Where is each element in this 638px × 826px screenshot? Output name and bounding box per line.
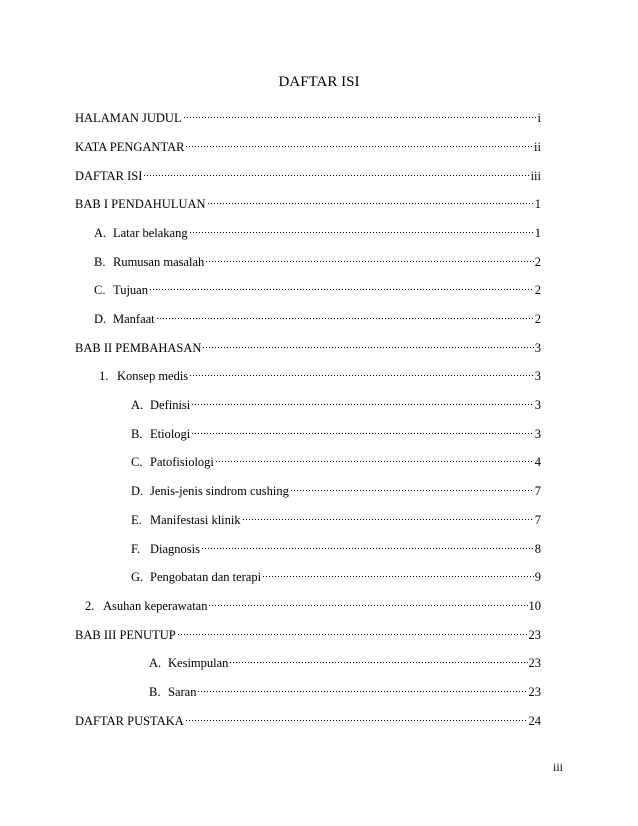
dot-leader [189,373,534,377]
toc-entry-label: Konsep medis [117,369,189,383]
toc-entry-label: DAFTAR ISI [75,169,143,183]
toc-entry-label: Rumusan masalah [113,255,205,269]
toc-entry-page: 7 [534,484,541,498]
toc-entry-page: 2 [534,283,541,297]
toc-entry [75,713,541,729]
toc-entry-page: 1 [534,197,541,211]
page-title: DAFTAR ISI [278,74,360,90]
toc-entry [75,627,541,643]
toc-entry-page: ii [534,140,541,154]
toc-entry-label: Latar belakang [113,226,188,240]
toc-entry [85,598,541,614]
toc-entry [94,225,541,241]
toc-entry-page: 7 [534,513,541,527]
toc-entry-page: 23 [528,628,541,642]
toc-entry [94,282,541,298]
toc-entry-page: 3 [534,369,541,383]
toc-entry-label: Etiologi [150,427,191,441]
toc-entry-label: Kesimpulan [168,656,229,670]
dot-leader [202,345,533,349]
toc-entry-label: Saran [168,685,197,699]
toc-entry-label: Patofisiologi [150,455,214,469]
dot-leader [242,517,534,521]
toc-entry-page: 9 [534,570,541,584]
toc-entry-label: Manifestasi klinik [150,513,241,527]
toc-entry-number: F. [131,542,141,556]
toc-entry-label: Pengobatan dan terapi [150,570,262,584]
toc-entry-label: Tujuan [113,283,148,297]
toc-entry-page: 3 [534,427,541,441]
toc-entry-page: 2 [534,255,541,269]
toc-entry-page: i [537,111,541,125]
dot-leader [262,574,534,578]
dot-leader [207,201,534,205]
dot-leader [185,144,533,148]
dot-leader [143,173,529,177]
toc-entry-label: KATA PENGANTAR [75,140,185,154]
toc-entry-number: B. [149,685,161,699]
toc-entry [75,139,541,155]
dot-leader [183,115,537,119]
toc-entry-label: Definisi [150,398,191,412]
dot-leader [208,603,527,607]
dot-leader [185,718,528,722]
toc-entry [75,196,541,212]
toc-entry-number: D. [94,312,107,326]
toc-entry [149,684,541,700]
toc-entry-page: 23 [528,685,541,699]
toc-entry [131,483,541,499]
dot-leader [205,259,533,263]
toc-entry [99,368,541,384]
toc-entry-label: Manfaat [113,312,155,326]
dot-leader [215,459,534,463]
dot-leader [156,316,534,320]
toc-entry-label: Diagnosis [150,542,200,556]
toc-entry [75,340,541,356]
toc-entry-label: BAB I PENDAHULUAN [75,197,206,211]
toc-entry [131,541,541,557]
page-number: iii [553,760,564,774]
toc-entry-page: 3 [534,398,541,412]
toc-entry-label: Asuhan keperawatan [103,599,208,613]
toc-entry-label: Jenis-jenis sindrom cushing [150,484,289,498]
toc-entry-page: 8 [534,542,541,556]
toc-entry-number: 1. [99,369,109,383]
toc-entry-label: DAFTAR PUSTAKA [75,714,184,728]
dot-leader [229,660,527,664]
toc-entry-number: B. [131,427,143,441]
toc-entry [75,110,541,126]
toc-entry-number: A. [94,226,107,240]
toc-entry-number: B. [94,255,106,269]
toc-entry-page: 23 [528,656,541,670]
toc-entry-number: G. [131,570,144,584]
toc-entry-page: 24 [528,714,541,728]
toc-entry-page: 1 [534,226,541,240]
toc-entry-number: D. [131,484,144,498]
toc-entry [131,426,541,442]
toc-entry-number: A. [131,398,144,412]
toc-entry [149,655,541,671]
toc-entry-number: 2. [85,599,95,613]
dot-leader [191,402,533,406]
toc-entry-page: 4 [534,455,541,469]
toc-entry-number: A. [149,656,162,670]
dot-leader [149,287,534,291]
toc-entry [94,311,541,327]
toc-entry-label: BAB II PEMBAHASAN [75,341,202,355]
toc-entry-page: iii [530,169,541,183]
dot-leader [197,689,527,693]
toc-entry [131,512,541,528]
dot-leader [191,431,533,435]
toc-entry-label: HALAMAN JUDUL [75,111,182,125]
toc-entry [131,454,541,470]
dot-leader [201,546,534,550]
toc-entry-number: C. [131,455,143,469]
toc-entry-number: E. [131,513,142,527]
toc-entry-page: 2 [534,312,541,326]
dot-leader [290,488,534,492]
toc-entry-number: C. [94,283,106,297]
toc-entry [94,254,541,270]
toc-entry [131,397,541,413]
dot-leader [189,230,534,234]
toc-entry-label: BAB III PENUTUP [75,628,176,642]
toc-entry-page: 10 [528,599,541,613]
toc-entry [75,168,541,184]
dot-leader [177,632,528,636]
toc-entry-page: 3 [534,341,541,355]
toc-entry [131,569,541,585]
